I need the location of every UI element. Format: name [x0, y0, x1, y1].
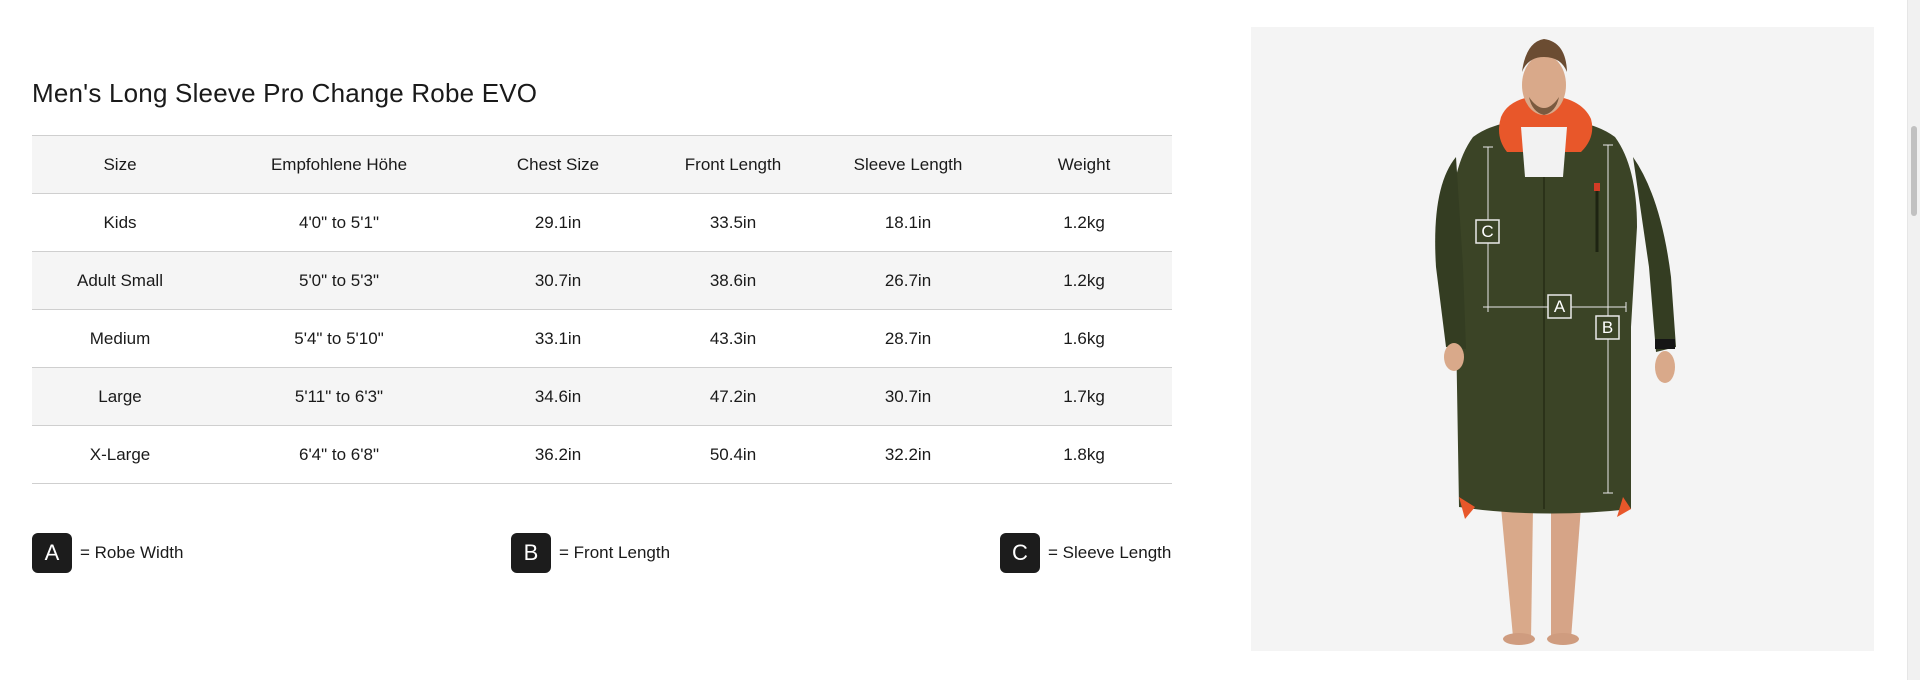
robe-sleeve-right: [1633, 157, 1676, 352]
table-cell: 29.1in: [470, 194, 646, 252]
leg-right: [1551, 507, 1581, 641]
foot-right: [1547, 633, 1579, 645]
legend-label-front-length: = Front Length: [559, 543, 671, 562]
table-cell: 1.7kg: [996, 368, 1172, 426]
table-row: [32, 426, 1172, 484]
table-cell: Adult Small: [32, 252, 208, 310]
table-row: [32, 194, 1172, 252]
table-cell: 34.6in: [470, 368, 646, 426]
table-cell: 43.3in: [646, 310, 820, 368]
svg-text:C: C: [1481, 222, 1494, 241]
legend-item-robe-width: [32, 533, 183, 573]
table-cell: 26.7in: [820, 252, 996, 310]
table-cell: 4'0" to 5'1": [208, 194, 470, 252]
table-cell: 18.1in: [820, 194, 996, 252]
table-header-row: [32, 136, 1172, 194]
table-cell: Kids: [32, 194, 208, 252]
legend-item-sleeve-length: [1000, 533, 1171, 573]
column-header-chest-size: Chest Size: [470, 136, 646, 194]
table-row: [32, 310, 1172, 368]
dimension-badge-a: [1548, 295, 1571, 318]
table-cell: X-Large: [32, 426, 208, 484]
legend-item-front-length: [511, 533, 670, 573]
scrollbar-thumb[interactable]: [1911, 126, 1917, 216]
page-title: Men's Long Sleeve Pro Change Robe EVO: [32, 78, 538, 108]
head: [1522, 55, 1566, 115]
table-cell: 6'4" to 6'8": [208, 426, 470, 484]
legend-label-sleeve-length: = Sleeve Length: [1048, 543, 1172, 562]
measurement-legend: [32, 533, 1172, 573]
table-cell: 30.7in: [470, 252, 646, 310]
table-cell: 47.2in: [646, 368, 820, 426]
table-cell: 28.7in: [820, 310, 996, 368]
product-image-panel: [1251, 27, 1874, 651]
product-photo-robe: [1251, 27, 1874, 651]
column-header-recommended-height: Empfohlene Höhe: [208, 136, 470, 194]
table-cell: 5'4" to 5'10": [208, 310, 470, 368]
table-cell: 1.8kg: [996, 426, 1172, 484]
column-header-weight: Weight: [996, 136, 1172, 194]
tshirt: [1521, 127, 1567, 177]
table-cell: Medium: [32, 310, 208, 368]
dimension-badge-b: [1596, 316, 1619, 339]
hand-right: [1655, 351, 1675, 383]
table-cell: Large: [32, 368, 208, 426]
legend-badge-b: B: [511, 533, 551, 573]
legend-badge-a: A: [32, 533, 72, 573]
table-row: [32, 368, 1172, 426]
size-table: [32, 135, 1172, 484]
hand-left: [1444, 343, 1464, 371]
zip-pull: [1594, 183, 1600, 191]
leg-left: [1501, 507, 1533, 641]
column-header-front-length: Front Length: [646, 136, 820, 194]
table-cell: 36.2in: [470, 426, 646, 484]
table-cell: 38.6in: [646, 252, 820, 310]
table-cell: 50.4in: [646, 426, 820, 484]
table-cell: 32.2in: [820, 426, 996, 484]
column-header-sleeve-length: Sleeve Length: [820, 136, 996, 194]
table-cell: 5'0" to 5'3": [208, 252, 470, 310]
table-row: [32, 252, 1172, 310]
table-cell: 33.1in: [470, 310, 646, 368]
table-cell: 5'11" to 6'3": [208, 368, 470, 426]
table-cell: 30.7in: [820, 368, 996, 426]
svg-text:A: A: [1553, 297, 1566, 316]
dimension-badge-c: [1476, 220, 1499, 243]
foot-left: [1503, 633, 1535, 645]
table-cell: 33.5in: [646, 194, 820, 252]
table-cell: 1.6kg: [996, 310, 1172, 368]
table-cell: 1.2kg: [996, 252, 1172, 310]
table-cell: 1.2kg: [996, 194, 1172, 252]
legend-label-robe-width: = Robe Width: [80, 543, 184, 562]
column-header-size: Size: [32, 136, 208, 194]
sleeve-cuff: [1655, 339, 1675, 349]
page-scrollbar[interactable]: [1907, 0, 1920, 680]
legend-badge-c: C: [1000, 533, 1040, 573]
svg-text:B: B: [1601, 318, 1614, 337]
